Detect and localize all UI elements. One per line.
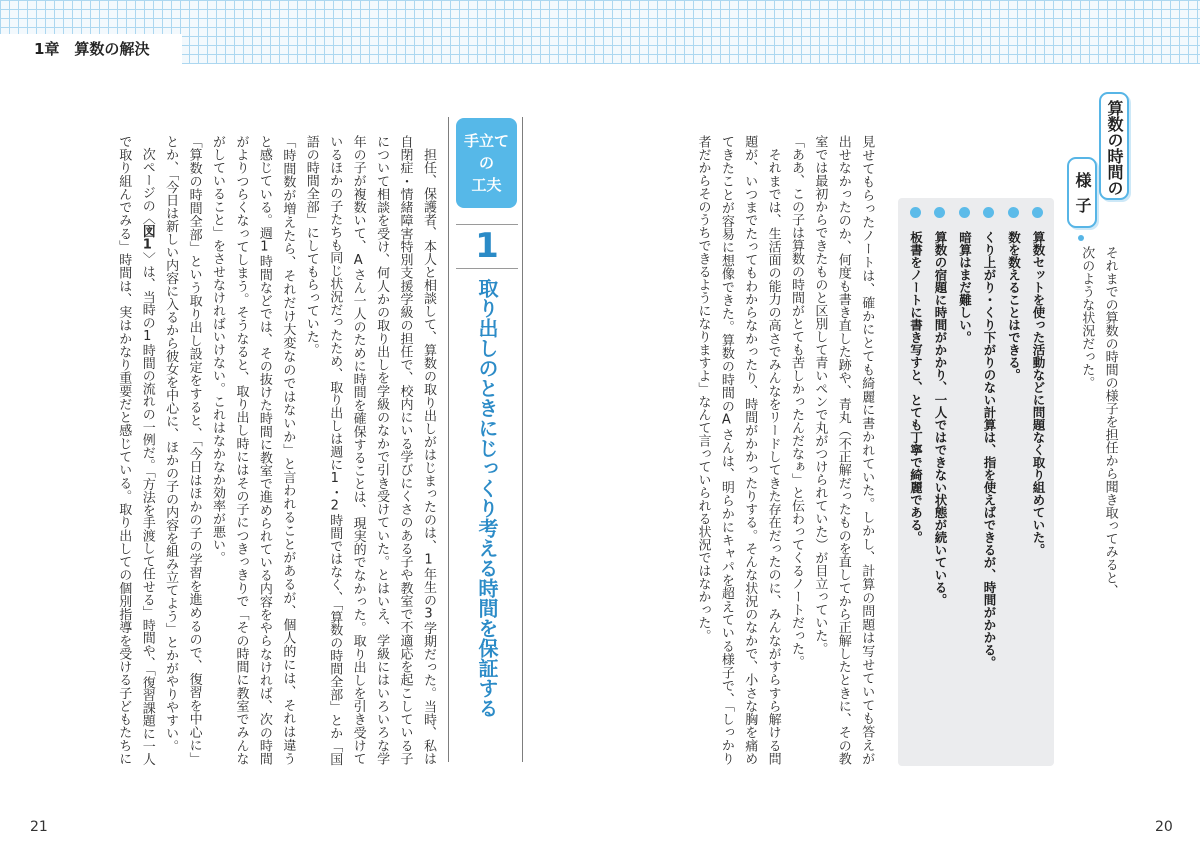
feature-badge-line: の <box>478 154 494 172</box>
body-line: で取り組んでみる」時間は、実はかなり重要だと感じている。取り出しての個別指導を受ける子どもたちに <box>116 135 132 765</box>
bullet-item: 算数の宿題に時間がかかり、一人ではできない状態が続いている。 <box>933 231 948 606</box>
body-line: 「算数の時間全部」という取り出し設定をすると、「今日はほかの子の学習を進めるので、復習を中心に」 <box>186 135 202 765</box>
feature-badge-line: 手立て <box>463 132 509 150</box>
intro-text <box>1075 246 1122 646</box>
bullet-item: 数を数えることはできる。 <box>1006 231 1022 381</box>
body-line: がよりつらくなってしまう。そうなると、取り出し時にはその子につきっきりで「その時間に教室でみんな <box>233 135 249 766</box>
section-label-primary: 算数の時間の <box>1099 92 1129 200</box>
chapter-label: 1章 算数の解決 <box>0 34 182 64</box>
body-line: とか、「今日は新しい内容に入るから彼女を中心に、ほかの子の内容を組み立てよう」とかがやりやすい。 <box>163 135 179 753</box>
section-number-rule-bottom <box>456 268 518 269</box>
label-connector-dot-icon <box>1078 235 1084 241</box>
body-line: 年の子が複数いて、Aさん一人のために時間を確保することは、現実的でなかった。取り出しを引き受けて <box>350 135 366 765</box>
body-line: 見せてもらったノートは、確かにとても綺麗に書かれていた。しかし、計算の問題は写せていても答えが <box>859 135 875 765</box>
page-number-right: 20 <box>1155 819 1173 835</box>
figure-reference: 図1 <box>139 224 155 252</box>
bullet-list <box>903 231 1050 751</box>
body-line: 題が、いつまでたってもわからなかったり、時間がかかったりする。そんな状況のなかで、小さな胸を痛め <box>742 135 758 766</box>
body-line-segment: 次ページの〈 <box>139 135 155 225</box>
bullet-item: くり上がり・くり下がりのない計算は、指を使えばできるが、時間がかかる。 <box>982 231 997 669</box>
body-line <box>135 135 158 765</box>
body-line: いるほかの子たちも同じ状況だったため、取り出しは週に1・2時間ではなく、「算数の時間全部」とか「国 <box>327 135 343 765</box>
section-rule-left <box>448 117 449 762</box>
body-line: がしていること」をさせなければいけない。これはなかなか効率が悪い。 <box>210 135 226 564</box>
body-line: 者だからそのうちできるようになりますよ」なんて言っていられる状況ではなかった。 <box>695 135 711 642</box>
body-line: について相談を受け、何人かの取り出しを学級のなかで引き受けていた。とはいえ、学級にはいろいろな学 <box>374 135 390 765</box>
body-line: 担任、保護者、本人と相談して、算数の取り出しがはじまったのは、1年生の3学期だった。当時、私は <box>420 135 436 765</box>
body-line: 「ああ、この子は算数の時間がとても苦しかったんだなぁ」と伝わってくるノートだった。 <box>789 135 805 668</box>
bullet-item: 暗算はまだ難しい。 <box>957 231 973 344</box>
bullet-dot-icon <box>959 207 970 218</box>
right-page-body-text <box>691 135 878 765</box>
bullet-item: 算数セットを使った活動などに問題なく取り組めていた。 <box>1031 231 1046 556</box>
left-page-body-text <box>112 135 440 765</box>
section-rule-right <box>522 117 523 762</box>
body-line: 「時間数が増えたら、それだけ大変なのではないか」と言われることがあるが、個人的には、それは違う <box>280 135 296 765</box>
bullet-dot-icon <box>910 207 921 218</box>
section-title: 取り出しのときにじっくり考える時間を保証する <box>475 278 499 718</box>
feature-badge <box>456 118 517 208</box>
section-number-rule-top <box>456 224 518 225</box>
body-line: 出せなかったのか、何度も書き直した跡や、青丸（不正解だったものを直してから正解したときに、その教 <box>835 135 851 765</box>
section-label-secondary: 様子 <box>1067 157 1097 228</box>
intro-line: それまでの算数の時間の様子を担任から聞き取ってみると、 <box>1102 246 1118 597</box>
bullet-dot-icon <box>1008 207 1019 218</box>
body-line: と感じている。週1時間などでは、その抜けた時間に教室で進められている内容をやらなければ、次の時間 <box>256 135 272 765</box>
body-line: それまでは、生活面の能力の高さでみんなをリードしてきた存在だったのに、みんながすらすら解ける問 <box>765 135 781 765</box>
feature-badge-line: 工夫 <box>471 176 502 194</box>
body-line: 自閉症・情緒障害特別支援学級の担任で、校内にいる学びにくさのある子や教室で不適応を起こしている子 <box>397 135 413 766</box>
section-number: 1 <box>475 226 499 266</box>
body-line: 室では最初からできたものと区別して青いペンで丸がつけられていた）が目立っていた。 <box>812 135 828 655</box>
bullet-item: 板書をノートに書き写すと、とても丁寧で綺麗である。 <box>908 231 924 544</box>
body-line: てきたことが容易に想像できた。算数の時間のAさんは、明らかにキャパを超えている様子で、「しっかり <box>718 135 734 765</box>
body-line: 語の時間全部」にしてもらっていた。 <box>303 135 319 356</box>
intro-line: 次のような状況だった。 <box>1079 246 1095 389</box>
page-number-left: 21 <box>30 819 48 835</box>
body-line-segment: 〉は、当時の1時間の流れの一例だ。「方法を手渡して任せる」時間や、「復習課題に一人 <box>139 251 155 765</box>
